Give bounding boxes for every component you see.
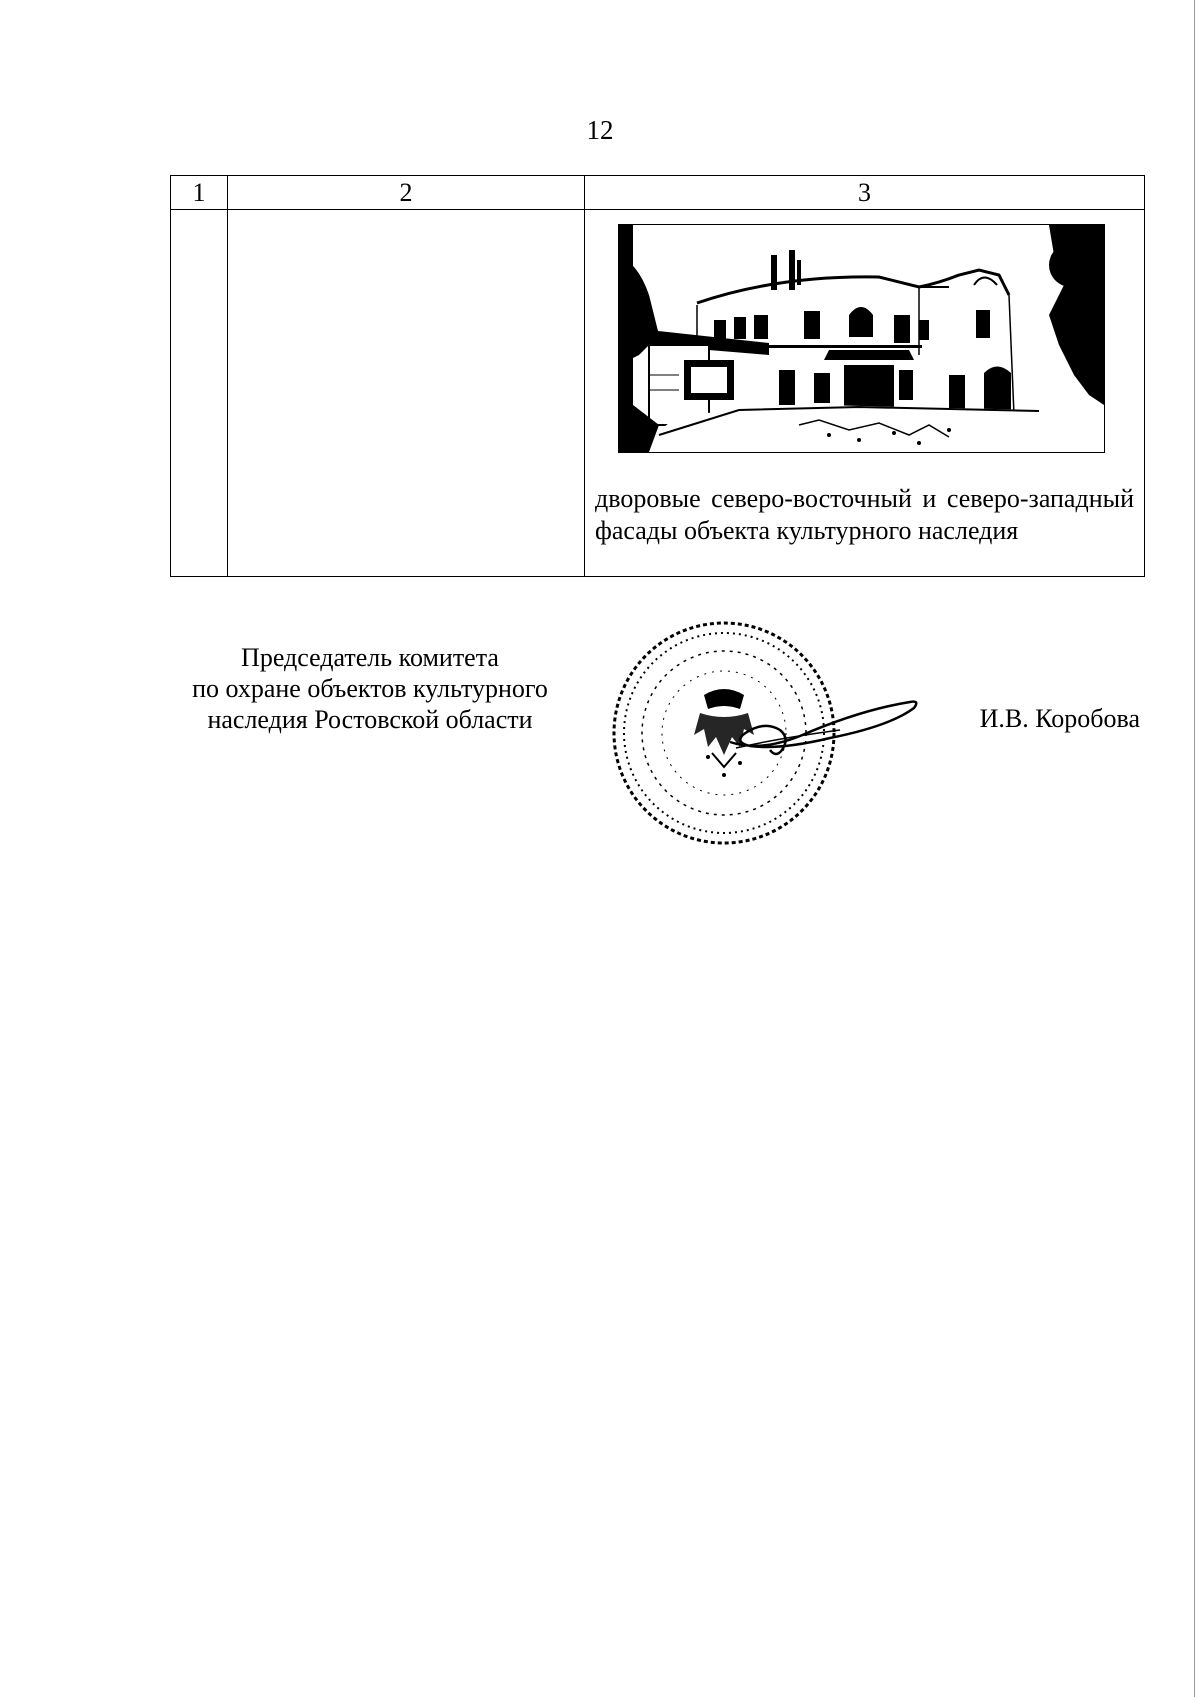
- handwritten-signature: [720, 690, 920, 760]
- building-facade-illustration: [619, 225, 1104, 452]
- position-line: Председатель комитета: [241, 643, 499, 672]
- table-header-row: [171, 176, 1145, 210]
- header-cell-3: 3: [585, 176, 1145, 210]
- page-number: 12: [586, 115, 614, 145]
- header-cell-2: 2: [228, 176, 585, 210]
- signer-name: И.В. Коробова: [979, 704, 1140, 733]
- position-line: наследия Ростовской области: [207, 705, 533, 734]
- row-cell-1: [171, 210, 228, 577]
- photo-caption: дворовые северо-восточный и северо-западный фасады объекта культурного наследия: [595, 484, 1134, 545]
- signatory-position: [160, 642, 580, 735]
- position-line: по охране объектов культурного: [192, 674, 548, 703]
- header-cell-1: 1: [171, 176, 228, 210]
- building-facade-photo: [618, 224, 1105, 453]
- row-cell-2: [228, 210, 585, 577]
- page-edge-line: [1194, 0, 1195, 1697]
- row-cell-3: [585, 210, 1145, 577]
- table-row: [171, 210, 1145, 577]
- heritage-photo-table: [170, 175, 1145, 577]
